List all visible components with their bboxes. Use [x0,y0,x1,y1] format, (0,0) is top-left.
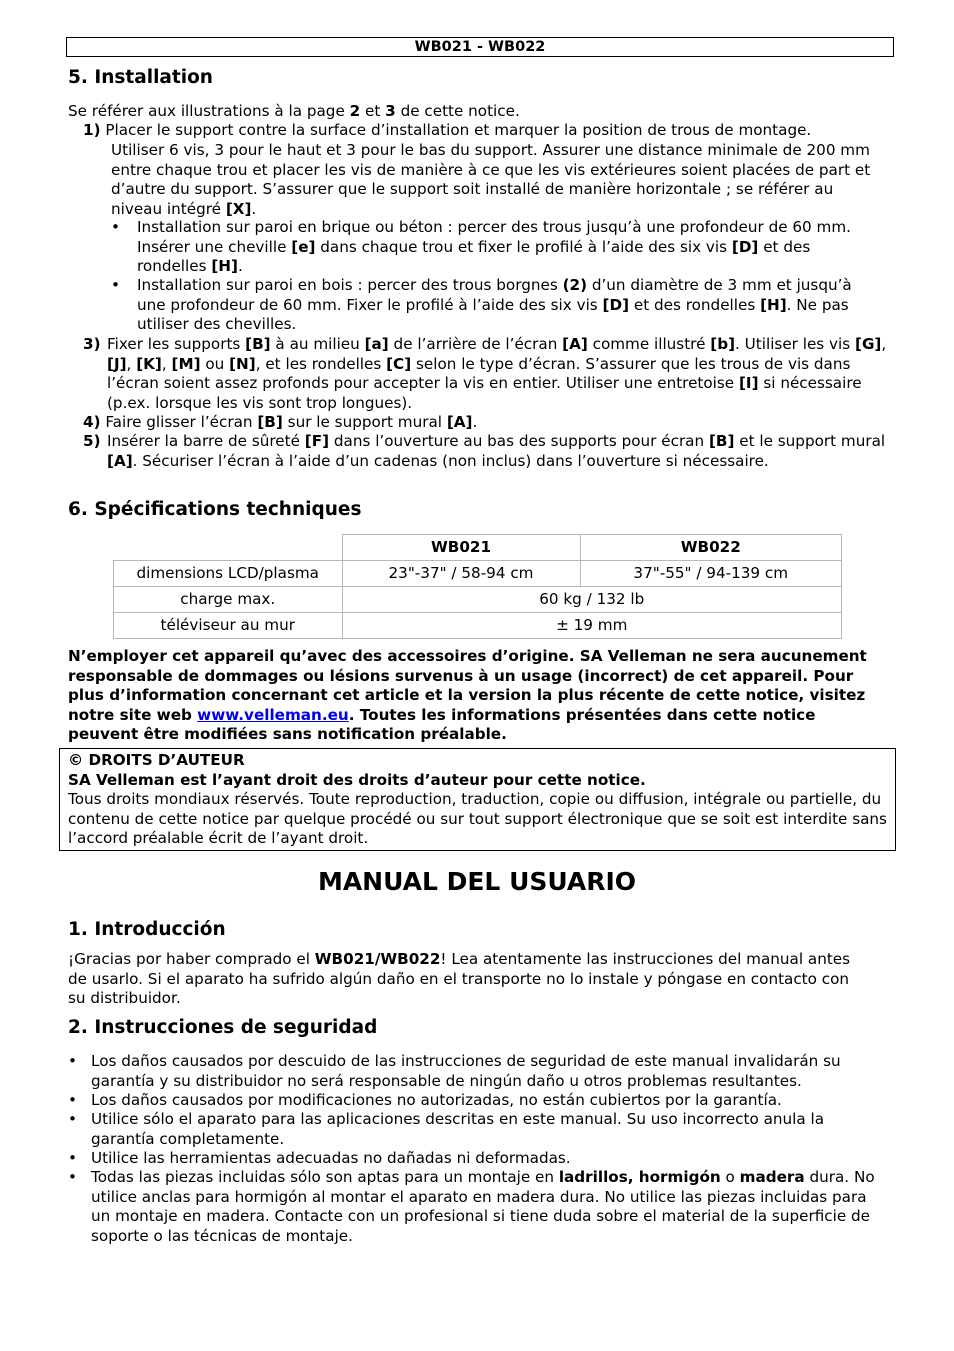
list-item: • Installation sur paroi en bois : percer des trous borgnes (2) d’un diamètre de 3 mm et jusqu’à une profondeur de 60 mm. Fixer le profilé à l’aide des six vis [D] et des rondelles [H]. Ne pas utiliser des chevilles. [111,276,852,333]
step-5: 5) Insérer la barre de sûreté [F] dans l’ouverture au bas des supports pour écran [B] et le support mural [A]. Sécuriser l’écran à l’aide d’un cadenas (non inclus) dans l’ouverture si nécessaire. [83,432,886,470]
specs-table [113,534,842,639]
row-label: charge max. [114,587,343,613]
velleman-link[interactable]: www.velleman.eu [197,705,349,724]
specs-heading: 6. Spécifications techniques [68,499,362,520]
warning-notice: N’employer cet appareil qu’avec des accessoires d’origine. SA Velleman ne sera aucunement responsable de dommages ou lésions survenus à un usage (incorrect) de cet appareil. Pour plus d’information concernant cet article et la version la plus récente de cette notice, visitez notre site web www.velleman.eu. Toutes les informations présentées dans cette notice peuvent être modifiées sans notification préalable. [68,647,867,743]
table-cell: 60 kg / 132 lb [342,587,842,613]
column-header: WB022 [580,535,842,561]
row-label: dimensions LCD/plasma [114,561,343,587]
list-item: • Utilice las herramientas adecuadas no dañadas ni deformadas. [68,1149,571,1167]
column-header: WB021 [342,535,580,561]
intro-heading: 1. Introducción [68,919,226,940]
table-row [114,613,842,639]
step-number: 1) [83,121,101,139]
copyright-box [59,748,896,851]
bullet-icon: • [111,276,120,294]
list-item: • Todas las piezas incluidas sólo son aptas para un montaje en ladrillos, hormigón o madera dura. No utilice anclas para hormigón al montar el aparato en madera dura. No utilice las piezas incluidas para un montaje en madera. Contacte con un profesional si tiene duda sobre el material de la superficie de soporte o las técnicas de montaje. [68,1168,875,1245]
step-3: 3) Fixer les supports [B] à au milieu [a] de l’arrière de l’écran [A] comme illustré [b]. Utiliser les vis [G], [J], [K], [M] ou [N], et les rondelles [C] selon le type d’écran. S’assurer que les trous de vis dans l’écran soient assez profonds pour accepter la vis en entier. Utiliser une entretoise [I] si nécessaire (p.ex. lorsque les vis sont trop longues). [83,335,887,412]
intro-paragraph: ¡Gracias por haber comprado el WB021/WB022! Lea atentamente las instrucciones del manual antes de usarlo. Si el aparato ha sufrido algún daño en el transporte no lo instale y póngase en contacto con su distribuidor. [68,950,851,1007]
table-cell: ± 19 mm [342,613,842,639]
row-label: téléviseur au mur [114,613,343,639]
installation-heading: 5. Installation [68,67,213,88]
table-cell: 37"-55" / 94-139 cm [580,561,842,587]
list-item: • Los daños causados por descuido de las instrucciones de seguridad de este manual invalidarán su garantía y su distribuidor no será responsable de ningún daño u otros problemas resultantes. [68,1052,841,1090]
step-1-detail: Utiliser 6 vis, 3 pour le haut et 3 pour le bas du support. Assurer une distance minimale de 200 mm entre chaque trou et placer les vis de manière à ce que les vis extérieures soient placées de part et d’autre du support. S’assurer que le support soit installé de manière horizontale ; se référer au niveau intégré [X]. [111,141,871,218]
step-number: 3) [83,335,101,353]
page-header [66,37,894,57]
bullet-icon: • [68,1052,77,1070]
table-row [114,587,842,613]
installation-intro: Se référer aux illustrations à la page 2 et 3 de cette notice. [68,102,520,120]
table-header-row [114,535,842,561]
list-item: • Los daños causados por modificaciones no autorizadas, no están cubiertos por la garantía. [68,1091,782,1109]
copyright-owner: SA Velleman est l’ayant droit des droits d’auteur pour cette notice. [68,770,646,789]
step-number: 4) [83,413,101,431]
step-4: 4) Faire glisser l’écran [B] sur le support mural [A]. [83,413,478,431]
bullet-icon: • [68,1149,77,1167]
table-row [114,561,842,587]
step-1: 1) Placer le support contre la surface d’installation et marquer la position de trous de montage. [83,121,812,139]
header-title: WB021 - WB022 [414,39,546,55]
step-number: 5) [83,432,101,450]
bullet-icon: • [68,1091,77,1109]
bullet-icon: • [111,218,120,236]
table-cell: 23"-37" / 58-94 cm [342,561,580,587]
safety-heading: 2. Instrucciones de seguridad [68,1017,378,1038]
list-item: • Installation sur paroi en brique ou béton : percer des trous jusqu’à une profondeur de 60 mm. Insérer une cheville [e] dans chaque trou et fixer le profilé à l’aide des six vis [D] et des rondelles [H]. [111,218,851,275]
manual-title: MANUAL DEL USUARIO [317,867,637,896]
bullet-icon: • [68,1110,77,1128]
bullet-icon: • [68,1168,77,1186]
copyright-text: Tous droits mondiaux réservés. Toute reproduction, traduction, copie ou diffusion, intégrale ou partielle, du contenu de cette notice par quelque procédé ou sur tout support électronique que se soit est interdite sans l’accord préalable écrit de l’ayant droit. [68,790,887,847]
copyright-title: © DROITS D’AUTEUR [68,751,245,769]
table-cell-empty [114,535,343,561]
list-item: • Utilice sólo el aparato para las aplicaciones descritas en este manual. Su uso incorrecto anula la garantía completamente. [68,1110,825,1148]
